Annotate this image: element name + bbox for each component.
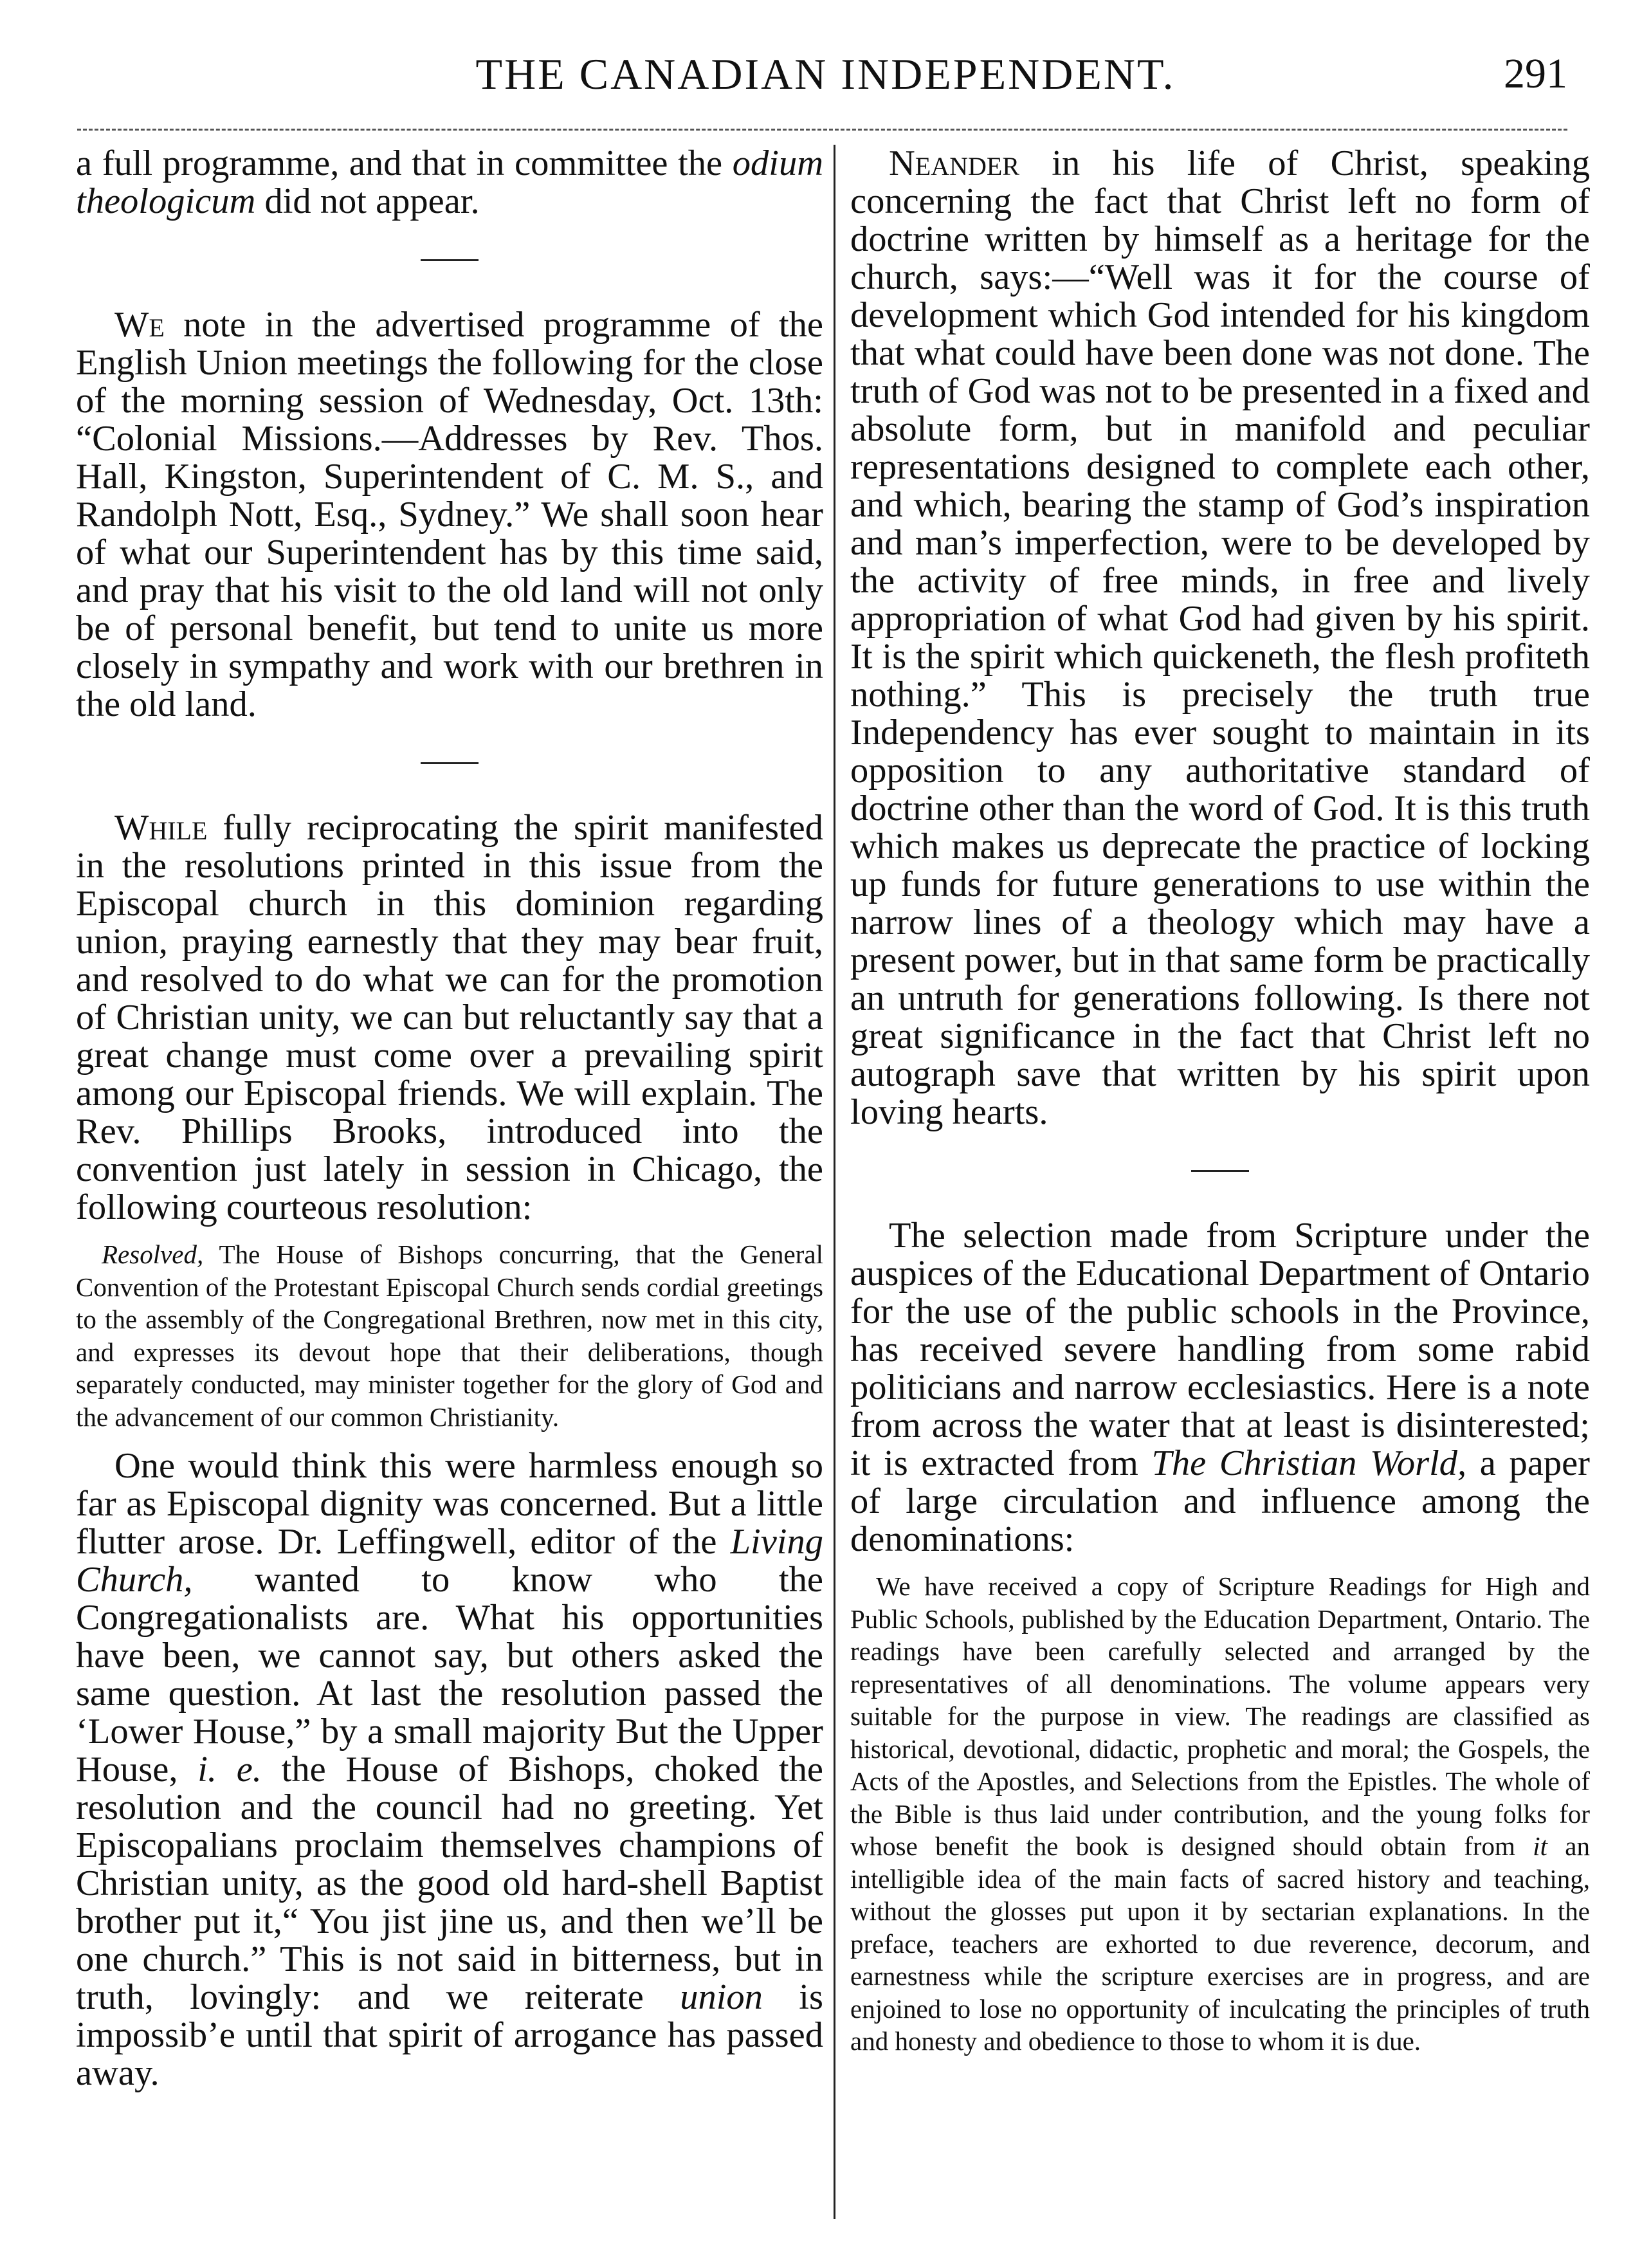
italic-phrase: Resolved, — [102, 1239, 204, 1269]
paragraph-neander — [850, 145, 1590, 1131]
paragraph-text: is impossib’e until that spirit of arrogance has passed away. — [76, 1977, 823, 2093]
header-rule — [77, 129, 1567, 131]
italic-phrase: it — [1533, 1831, 1547, 1861]
paragraph-text: One would think this were harmless enough so far as Episcopal dignity was concerned. But a little flutter arose. Dr. Leffingwell, editor of the — [76, 1446, 823, 1562]
paragraph-text: The House of Bishops concurring, that the General Convention of the Protestant Episcopal Church sends cordial greetings to the assembly of the Congregational Brethren, now met in this city, and expresses its devout hope that their deliberations, though separately conducted, may minister together for the glory of God and the advancement of our common Christianity. — [76, 1239, 823, 1432]
quoted-resolution — [76, 1238, 823, 1433]
lead-word: Neander — [889, 145, 1020, 183]
paragraph-colonial-missions — [76, 306, 823, 724]
lead-word: While — [114, 808, 208, 848]
section-separator — [421, 762, 479, 764]
paragraph-text: in his life of Christ, speaking concerning the fact that Christ left no form of doctrine written by himself as a heritage for the church, says:—“Well was it for the course of development which God intended for his kingdom that what could have been done was not done. The truth of God was not to be presented in a fixed and absolute form, but in manifold and peculiar representations designed to complete each other, and which, bearing the stamp of God’s inspiration and man’s imperfection, were to be developed by the activity of free minds, in free and lively appropriation of what God had given by his spirit. It is the spirit which quickeneth, the flesh profiteth nothing.” This is precisely the truth true Independency has ever sought to maintain in its opposition to any authoritative standard of doctrine other than the word of God. It is this truth which makes us deprecate the practice of locking up funds for future generations to use within the narrow lines of a theology which may have a present power, but in that same form be practically an untruth for generations following. Is there not great significance in the fact that Christ left no autograph save that written by his spirit upon loving hearts. — [850, 145, 1590, 1132]
page-header — [0, 39, 1651, 109]
right-column — [850, 145, 1590, 2242]
paragraph-scripture-selection — [850, 1217, 1590, 1559]
paragraph-text: a full programme, and that in committee the — [76, 145, 723, 183]
column-divider — [834, 145, 835, 2219]
italic-phrase: union — [680, 1977, 763, 2017]
paragraph-text: an intelligible idea of the main facts of sacred history and teaching, without the glosses put upon it by sectarian explanations. In the preface, teachers are exhorted to due reverence, decorum, and earnestness while the scripture exercises are in progress, and are enjoined to lose no opportunity of inculcating the principles of truth and honesty and obedience to those to whom it is due. — [850, 1831, 1590, 2056]
paragraph-text: wanted to know who the Congregationalists are. What his opportunities have been, we cannot say, but others asked the same question. At last the resolution passed the ‘Lower House,” by a small majority But the Upper House, — [76, 1560, 823, 1789]
paragraph-text: fully reciprocating the spirit manifested in the resolutions printed in this issue from the Episcopal church in this dominion regarding union, praying earnestly that they may bear fruit, and resolved to do what we can for the promotion of Christian unity, we can but reluctantly say that a great change must come over a prevailing spirit among our Episcopal friends. We will explain. The Rev. Phillips Brooks, introduced into the convention just lately in session in Chicago, the following courteous resolution: — [76, 808, 823, 1227]
page-number: 291 — [1504, 50, 1567, 97]
italic-phrase: Living Church, — [76, 1522, 823, 1600]
paragraph-text: We have received a copy of Scripture Readings for High and Public Schools, published by the Education Department, Ontario. The readings have been carefully selected and arranged by the representatives of all denominations. The volume appears very suitable for the purpose in view. The readings are classified as historical, devotional, didactic, prophetic and moral; the Gospels, the Acts of the Apostles, and Selections from the Epistles. The whole of the Bible is thus laid under contribution, and the young folks for whose benefit the book is designed should obtain from — [850, 1571, 1590, 1861]
quoted-christian-world — [850, 1570, 1590, 2058]
paragraph-text: The selection made from Scripture under the auspices of the Educational Department of Ontario for the use of the public schools in the Province, has received severe handling from some rabid politicians and narrow ecclesiastics. Here is a note from across the water that at least is disinterested; it is extracted from — [850, 1216, 1590, 1483]
lead-word: We — [114, 305, 165, 345]
italic-phrase: i. e. — [197, 1750, 262, 1789]
masthead-title: THE CANADIAN INDEPENDENT. — [475, 50, 1176, 98]
italic-phrase: odium theologicum — [76, 145, 823, 221]
paragraph-text: note in the advertised programme of the English Union meetings the following for the close of the morning session of Wednesday, Oct. 13th: “Colonial Missions.—Addresses by Rev. Thos. Hall, Kingston, Superintendent of C. M. S., and Randolph Nott, Esq., Sydney.” We shall soon hear of what our Superintendent has by this time said, and pray that his visit to the old land will not only be of personal benefit, but tend to unite us more closely in sympathy and work with our brethren in the old land. — [76, 305, 823, 724]
section-separator — [421, 259, 479, 261]
paragraph-text: a paper of large circulation and influence among the denominations: — [850, 1443, 1590, 1559]
paragraph-episcopal-union — [76, 809, 823, 1227]
paragraph-flutter — [76, 1447, 823, 2092]
article-continuation — [76, 145, 823, 221]
section-separator — [1191, 1170, 1249, 1172]
paragraph-text: did not appear. — [255, 181, 480, 221]
italic-phrase: The Christian World, — [1151, 1443, 1467, 1483]
paragraph-text: the House of Bishops, choked the resolution and the council had no greeting. Yet Episcopalians proclaim themselves champions of Christian unity, as the good old hard-shell Baptist brother put it,“ You jist jine us, and then we’ll be one church.” This is not said in bitterness, but in truth, lovingly: and we reiterate — [76, 1750, 823, 2017]
left-column — [76, 145, 823, 2242]
